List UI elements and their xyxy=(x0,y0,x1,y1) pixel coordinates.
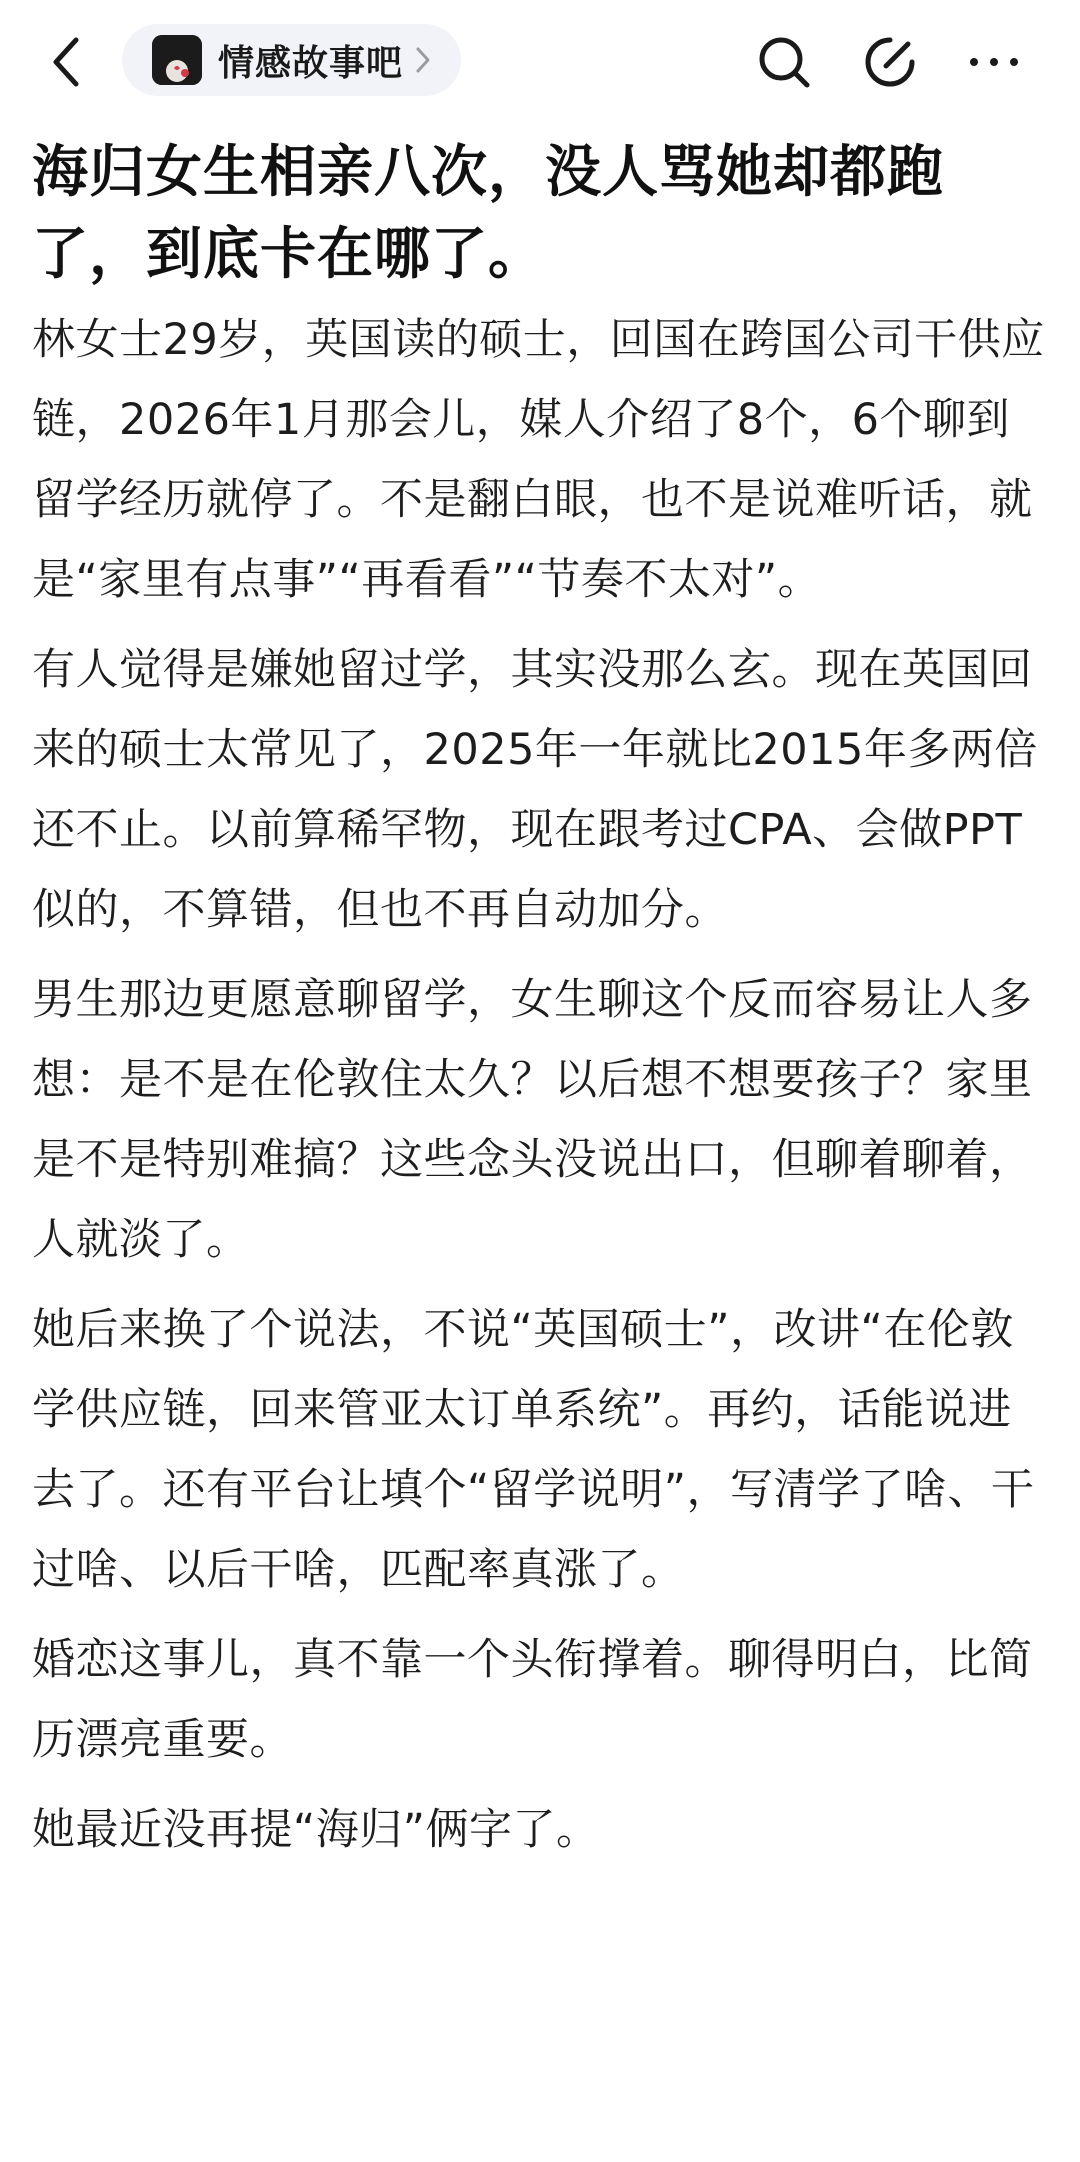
chevron-left-icon xyxy=(48,34,84,90)
more-button[interactable] xyxy=(962,30,1026,94)
post-title: 海归女生相亲八次，没人骂她却都跑了，到底卡在哪了。 xyxy=(32,140,944,287)
search-icon xyxy=(754,32,814,92)
top-bar xyxy=(0,0,1080,124)
forum-logo xyxy=(152,35,202,85)
chevron-right-icon xyxy=(415,46,431,74)
post-paragraph: 她最近没再提“海归”俩字了。 xyxy=(32,1805,600,1855)
edit-button[interactable] xyxy=(858,30,922,94)
forum-name: 情感故事吧 xyxy=(218,42,404,84)
post-paragraph: 林女士29岁，英国读的硕士，回国在跨国公司干供应链，2026年1月那会儿，媒人介绍了8个，6个聊到留学经历就停了。不是翻白眼，也不是说难听话，就是“家里有点事”“再看看”“节奏不太对”。 xyxy=(32,315,1045,605)
post-paragraph: 她后来换了个说法，不说“英国硕士”，改讲“在伦敦学供应链，回来管亚太订单系统”。再约，话能说进去了。还有平台让填个“留学说明”，写清学了啥、干过啥、以后干啥，匹配率真涨了。 xyxy=(32,1305,1035,1595)
post-paragraph: 有人觉得是嫌她留过学，其实没那么玄。现在英国回来的硕士太常见了，2025年一年就比2015年多两倍还不止。以前算稀罕物，现在跟考过CPA、会做PPT似的，不算错，但也不再自动加分。 xyxy=(32,645,1038,935)
post-paragraph: 婚恋这事儿，真不靠一个头衔撑着。聊得明白，比简历漂亮重要。 xyxy=(32,1635,1033,1765)
post-body xyxy=(32,300,1048,1880)
edit-icon xyxy=(860,32,920,92)
more-icon xyxy=(964,52,1024,72)
post-paragraph: 男生那边更愿意聊留学，女生聊这个反而容易让人多想：是不是在伦敦住太久？以后想不想要孩子？家里是不是特别难搞？这些念头没说出口，但聊着聊着，人就淡了。 xyxy=(32,975,1033,1265)
forum-link[interactable] xyxy=(122,24,461,96)
back-button[interactable] xyxy=(36,26,96,98)
search-button[interactable] xyxy=(752,30,816,94)
